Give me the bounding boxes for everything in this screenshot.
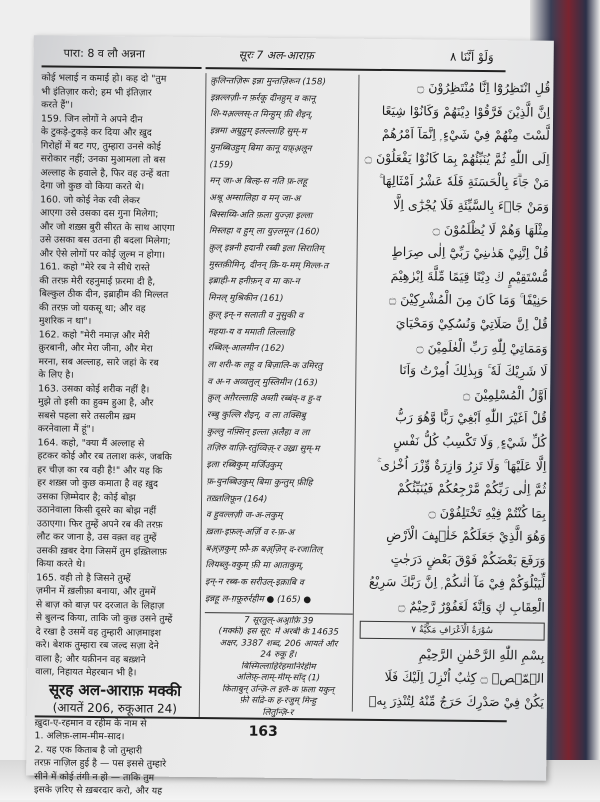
translation-line: करते हैं"। — [41, 99, 74, 111]
sura-info-line: अक्षर, 3387 शब्द, 206 आयतें और — [219, 637, 338, 650]
transliteration-line: युनब्बिउहुम् बिमा कानू यफ़्अ़लून — [209, 142, 312, 155]
translation-line: कोई भलाई न कमाई हो। कह दो "तुम — [41, 72, 167, 85]
sura-info-box — [204, 612, 353, 720]
transliteration-line: शि-यअ़ल्लस्-त मिन्हुम् फ़ी शैइन्, — [210, 109, 313, 121]
translation-line: से बुलन्द किया, ताकि जो कुछ उसने तुम्हें — [35, 612, 173, 625]
transliteration-line: मिस्लहा व हुम् ला युज़्लमून (160) — [208, 226, 320, 238]
arabic-line: مُّسْتَقِيْمٍ ڬ دِيْنًا قِيَمًا مِّلَّةَ اِبْرٰهِيْمَ — [390, 267, 549, 285]
translation-line: भी इंतिज़ार करो; हम भी इंतिज़ार — [41, 85, 152, 99]
transliteration-line: फ़-युनब्बिउकुम् बिमा कुन्तुम् फ़ीहि — [206, 477, 313, 489]
arabic-line: الۗمّۗصۗ ۝ كِتٰبٌ اُنْزِلَ اِلَيْكَ فَلَا — [384, 669, 545, 686]
translation-line: और जो शख़्स बुरी सीरत के साथ आएगा — [39, 220, 175, 234]
translation-line: दे रखा है उसमें वह तुम्हारी आज़माइश — [35, 625, 162, 639]
transliteration-line: अश्रू अम्सालिहा व मन् जा-अ — [209, 193, 301, 205]
translation-line: अल्लाह के हवाले है, फिर वह उन्हें बता — [40, 166, 170, 180]
translation-line: गिरोहों में बट गए, तुम्हारा उनसे कोई — [40, 139, 161, 153]
arabic-line: اِلَّا عَلَيْهَا ۚ وَلَا تَزِرُ وَازِرَةٌ وِّزْرَ اُخْرٰى ۚ — [376, 456, 547, 474]
translation-line: सरोकार नहीं; उनका मुआमला तो बस — [40, 153, 166, 166]
arabic-line: حَنِيْفًا ۚ وَمَا كَانَ مِنَ الْمُشْرِكِيْنَ ۝ — [388, 291, 549, 309]
translation-line: उठाएगा। फिर तुम्हें अपने रब की तरफ़ — [36, 517, 163, 531]
transliteration-line: मन् जा-अ बिल्ह-स नति फ़-लहू — [209, 176, 308, 188]
transliteration-line: इला रब्बिकुम् मर्जिउकुम् — [206, 460, 282, 472]
transliteration-line: मुस्तक़ीमिन्, दीनन् क़ि-य-मम् मिल्ल-त — [208, 259, 329, 272]
transliteration-line: लियब्लु-वकुम् फ़ी मा आताकुम्, — [205, 560, 304, 572]
translation-line: से बाज़ को बाज़ पर दरजात के लिहाज़ — [35, 598, 165, 612]
translation-line: मुशरिक न था"। — [38, 315, 92, 327]
translation-line: वाला, निहायत मेहरबान भी है। — [35, 666, 137, 679]
arabic-line: اِنَّ الَّذِيْنَ فَرَّقُوْا دِيْنَهُمْ وَكَانُوْا شِيَعًا — [381, 102, 551, 120]
translation-line: सबसे पहला सरे तसलीम ख़म — [37, 409, 136, 422]
header-surah: सूरः 7 अल-आराफ़ — [238, 48, 314, 63]
translation-line: 163. उसका कोई शरीक नहीं है। — [38, 382, 150, 396]
sura-info-line: 7 सूरतुल्-अअ्राफ़ि 39 — [244, 615, 314, 626]
transliteration-line: क़ुलिन्तज़िरू इन्ना मुन्तज़िरून (158) — [210, 76, 326, 88]
arabic-line: وَمَنْ جَاۗءَ بِالسَّيِّئَةِ فَلَا يُجْزٰٓى اِلَّا — [393, 197, 550, 214]
translation-line: की तरफ़ मेरी रहनुमाई फ़रमा दी है, — [39, 274, 156, 288]
sura-info-line: फ़ी सद्रि-क ह-रजुम् मिन्हु — [239, 695, 317, 707]
arabic-line: يَكُنْ فِيْ صَدْرِكَ حَرَجٌ مِّنْهُ لِتُنْذِرَ بِهٖ — [368, 692, 545, 710]
header-arabic: وَلَوْ اَنَّنَا ٨ — [449, 49, 494, 65]
arabic-line: بِسْمِ اللّٰهِ الرَّحْمٰنِ الرَّحِيْمِ — [418, 646, 545, 663]
transliteration-line: इन्-न रब्ब-क सरीउल्-इक़ाबि व — [205, 577, 304, 589]
arabic-line: قُلْ اِنَّ صَلَاتِيْ وَنُسُكِيْ وَمَحْيَايَ — [395, 315, 548, 332]
arabic-line: وَرَفَعَ بَعْضَكُمْ فَوْقَ بَعْضٍ دَرَجٰتٍ — [390, 550, 546, 568]
translation-line: करनेवाला मैं हूं"। — [37, 423, 95, 435]
transliteration-line: ला शरी-क लहू व बिज़ालि-क उमिरतु — [207, 360, 323, 372]
arabic-line: قُلْ اَغَيْرَ اللّٰهِ اَبْغِيْ رَبًّا وَّهُوَ رَبُّ — [395, 409, 547, 427]
translation-line: 160. जो कोई नेक रवी लेकर — [40, 193, 141, 206]
translation-line: क़ुरबानी, और मेरा जीना, और मेरा — [38, 342, 153, 355]
translation-line: उठानेवाला किसी दूसरे का बोझ नहीं — [36, 504, 157, 517]
sura-subtitle: (आयतें 206, रुकूआत 24) — [52, 700, 178, 716]
arabic-column — [352, 75, 551, 714]
transliteration-line: इन्नहू ल-ग़फ़ूरुर्रहीम ● (165) ● — [204, 593, 312, 606]
transliteration-line: कुल्लु नफ़्सिन् इल्ला अ़लैहा व ला — [206, 426, 310, 438]
translation-line: 159. जिन लोगों ने अपने दीन — [40, 112, 143, 125]
transliteration-line: इब्राही-म हनीफ़न् व मा का-न — [208, 276, 300, 288]
transliteration-line: तख़्तलिफ़ून (164) — [205, 493, 268, 505]
translation-line: उसका ज़िम्मेदार है; कोई बोझ — [37, 490, 136, 503]
arabic-line: قُلْ اِنَّنِيْ هَدٰىنِيْ رَبِّيْٓ اِلٰى صِرَاطٍ — [391, 244, 549, 261]
translation-line: वाला है; और यक़ीनन वह बख़्शने — [35, 652, 146, 666]
translation-column — [34, 71, 202, 798]
transliteration-line: इन्नमा अम्रुहुम् इलल्लाहि सुम्-म — [209, 126, 307, 138]
translation-line: 164. कहो, "क्या मैं अल्लाह से — [37, 436, 145, 449]
sura-title: सूरह अल-आराफ़ मक्की — [48, 679, 182, 700]
header-rule-left — [42, 65, 202, 69]
translation-line: और ऐसे लोगों पर कोई ज़ुल्म न होगा। — [39, 247, 166, 261]
translation-line: 2. यह एक किताब है जो तुम्हारी — [34, 743, 143, 756]
translation-line: 161. कहो "मेरे रब ने सीधे रास्ते — [39, 261, 150, 274]
arabic-line: بِمَا كُنْتُمْ فِيْهِ تَخْتَلِفُوْنَ ۝ — [428, 504, 546, 521]
page-number: 163 — [248, 723, 278, 740]
sura-info-line: बिस्मिल्लाहिर्रहमानिर्रहीम — [241, 661, 316, 672]
translation-line: हर चीज़ का रब वही है!" और यह कि — [37, 463, 163, 477]
translation-line: मरना, सब अल्लाह, सारे जहां के रब — [38, 355, 159, 369]
translation-line: सीने में कोई तंगी न हो — ताकि तुम — [34, 770, 155, 784]
header-rule-right — [206, 67, 506, 72]
arabic-line: اَوَّلُ الْمُسْلِمِيْنَ ۝ — [462, 386, 548, 403]
translation-line: के टुकड़े-टुकड़े कर दिया और ख़ुद — [40, 126, 152, 139]
translation-line: बिल्कुल ठीक दीन, इब्राहीम की मिल्लत — [39, 288, 169, 301]
transliteration-line: इन्नल्लज़ी-न फ़र्रकू दीनहुम् व कानू — [210, 92, 316, 104]
book-page — [26, 35, 554, 797]
arabic-line: مَنْ جَاۗءَ بِالْحَسَنَةِ فَلَهٗ عَشْرُ اَمْثَالِهَا ۚ — [379, 173, 550, 191]
translation-line: 1. अलिफ़-लाम-मीम-साद। — [34, 730, 125, 743]
arabic-line: لِّيَبْلُوَكُمْ فِيْ مَآ اٰتٰىكُمْ ۭ اِنَّ رَبَّكَ سَرِيْعُ — [368, 574, 546, 592]
translation-line: तरफ़ नाज़िल हुई है — पस इससे तुम्हारे — [34, 757, 167, 770]
transliteration-line: महया-य व ममाती लिल्लाहि — [207, 326, 295, 338]
transliteration-column — [199, 73, 359, 720]
sura-info-line: (मक्की) इस सूर: में अरबी के 14635 — [218, 626, 339, 638]
translation-line: ज़मीन में ख़लीफ़ा बनाया, और तुममें — [36, 585, 156, 598]
arabic-line: وَهُوَ الَّذِيْ جَعَلَكُمْ خَلٰۗىِٕفَ الْاَرْضِ — [386, 527, 546, 544]
translation-line: मुझे तो इसी का हुक्म हुआ है, और — [37, 396, 154, 409]
arabic-line: اِلَى اللّٰهِ ثُمَّ يُنَبِّئُهُمْ بِمَا كَانُوْا يَفْعَلُوْنَ ۝ — [364, 149, 550, 167]
transliteration-line: बिस्सय्यि-अति फ़ला युज्ज़ा इल्ला — [208, 209, 313, 221]
translation-line: उसे उसका बस उतना ही बदला मिलेगा; — [39, 234, 171, 247]
translation-line: लौट कर जाना है, उस वक़्त वह तुम्हें — [36, 531, 157, 544]
arabic-line: الْعِقَابِ ڮ وَاِنَّهٗ لَغَفُوْرٌ رَّحِيْمٌ ۝ — [397, 598, 546, 615]
transliteration-line: तज़िरु वाज़ि-रतुंव्विज़्-र उख़्रा सुम्-म — [206, 443, 320, 455]
transliteration-line: क़ुल् इन्-न सलाती व नुसुकी व — [207, 309, 304, 321]
transliteration-line: व हुवल्लज़ी ज-अ-लकुम् — [205, 510, 283, 522]
translation-line: 162. कहो "मेरी नमाज़ और मेरी — [38, 328, 150, 342]
sura-info-line: अलिफ़्-लाम्-मीम्-सॉद् (1) — [236, 672, 321, 684]
translation-line: के लिए है। — [38, 369, 74, 381]
arabic-line: كُلِّ شَيْءٍ ۭ وَلَا تَكْسِبُ كُلُّ نَفْسٍ — [393, 432, 547, 450]
transliteration-line: बअ़्ज़कुम् फ़ौ-क़ बअ़्ज़िन् द-रजातिल् — [205, 543, 323, 556]
transliteration-line: मिनल् मुश्रिकीन (161) — [208, 293, 284, 305]
sura-info-line: 24 रुकू हैं। — [260, 649, 297, 661]
transliteration-line: ख़ला-इफ़ल्-अर्ज़ि व र-फ़-अ — [205, 527, 295, 539]
translation-line: आएगा उसे उसका दस गुना मिलेगा; — [39, 207, 159, 220]
translation-line: करे। बेशक तुम्हारा रब जल्द सज़ा देने — [35, 639, 159, 652]
arabic-line: قُلِ انْتَظِرُوْٓا اِنَّا مُنْتَظِرُوْنَ ۝ — [416, 79, 551, 96]
translation-line: ख़ुदा-ए-रहमान व रहीम के नाम से — [34, 716, 147, 730]
translation-line: हटकर कोई और रब तलाश करूं, जबकि — [37, 450, 172, 463]
translation-line: किया करते थे। — [36, 558, 86, 570]
transliteration-line: रब्बु कुल्लि शैइन्, व ला तक्सिबु — [206, 410, 306, 422]
sura-info-line: किताबुन् उन्ज़ि-ल इलै-क फ़ला यकुन् — [221, 683, 335, 695]
sura-info-line: लितुन्ज़ि-र — [262, 707, 294, 718]
arabic-line: مِثْلَهَا وَهُمْ لَا يُظْلَمُوْنَ ۝ — [432, 221, 549, 238]
transliteration-line: क़ुल् इन्ननी हदानी रब्बी इला सिरातिम् — [208, 243, 324, 255]
arabic-sura-box: سُوْرَةُ الْاَعْرَافِ مَكِّيَّةٌ ۷ — [360, 620, 545, 640]
translation-line: उसकी ख़बर देगा जिसमें तुम इख़्तिलाफ़ — [36, 544, 167, 558]
arabic-line: ثُمَّ اِلٰى رَبِّكُمْ مَّرْجِعُكُمْ فَيُنَبِّئُكُمْ — [397, 480, 547, 497]
header-para: पारा: 8 व लौ अन्नना — [63, 46, 145, 61]
translation-line: की तरफ़ जो यकसू था; और वह — [38, 301, 146, 314]
transliteration-line: रब्बिल्-आलमीन (162) — [207, 343, 285, 355]
transliteration-line: व अ-न अव्वलुल् मुस्लिमीन (163) — [207, 376, 318, 388]
translation-line: इसके ज़रिए से ख़बरदार करो, और यह — [33, 784, 163, 797]
translation-line: हर शख़्स जो कुछ कमाता है वह ख़ुद — [37, 477, 159, 490]
arabic-line: وَمَمَاتِيْ لِلّٰهِ رَبِّ الْعٰلَمِيْنَ ۝ — [416, 338, 548, 356]
arabic-line: لَا شَرِيْكَ لَهٗ ۚ وَبِذٰلِكَ اُمِرْتُ وَاَنَا — [399, 362, 548, 379]
translation-line: देगा जो कुछ वो किया करते थे। — [40, 180, 145, 193]
transliteration-line: क़ुल् अग़ैरल्लाहि अब्ग़ी रब्बंव्-व हु-व — [207, 393, 321, 405]
transliteration-line: (159) — [209, 159, 234, 170]
translation-line: 165. वही तो है जिसने तुम्हें — [36, 571, 131, 584]
arabic-line: لَّسْتَ مِنْهُمْ فِيْ شَيْءٍ ۭ اِنَّمَآ اَمْرُهُمْ — [381, 126, 550, 143]
